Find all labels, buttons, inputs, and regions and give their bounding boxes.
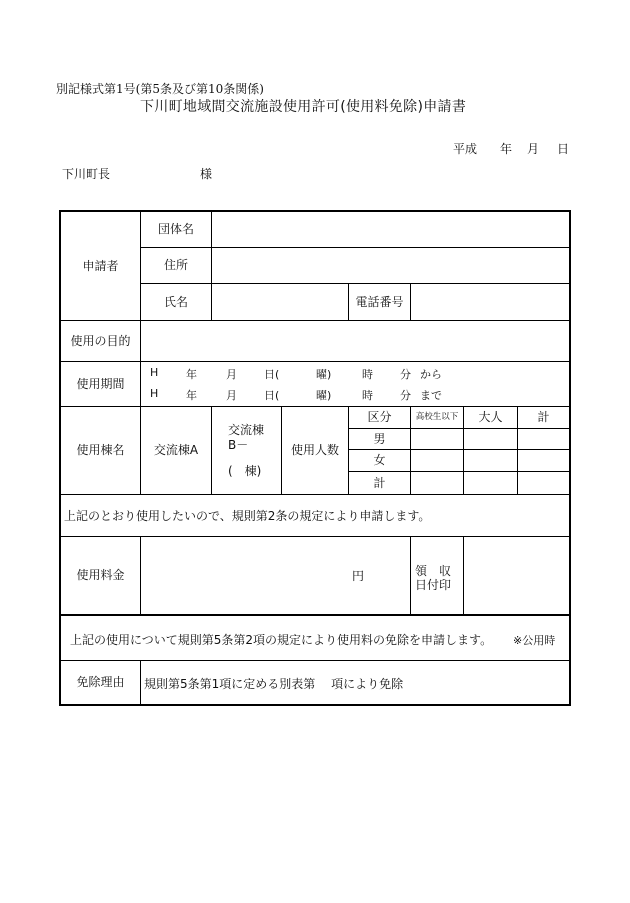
period-to-year: 年 <box>186 389 197 402</box>
period-to-day: 日( <box>264 389 280 402</box>
period-from-hour: 時 <box>362 368 373 381</box>
period-to-era: H <box>150 387 159 400</box>
male-students-cell[interactable] <box>411 429 463 449</box>
honorific: 様 <box>200 167 213 181</box>
category-header: 区分 <box>367 410 392 425</box>
period-to-month: 月 <box>226 389 237 402</box>
declaration-text: 上記のとおり使用したいので、規則第2条の規定により申請します。 <box>64 509 431 523</box>
group-name-field[interactable] <box>212 212 569 247</box>
receipt-stamp-area <box>464 537 569 614</box>
group-name-label: 団体名 <box>157 222 194 237</box>
period-to-minute: 分 <box>400 389 411 402</box>
building-b-line1: 交流棟 <box>228 423 265 437</box>
period-label: 使用期間 <box>76 376 125 391</box>
total-adults-cell[interactable] <box>464 472 517 494</box>
exemption-reason-text: 規則第5条第1項に定める別表第 項により免除 <box>144 677 404 691</box>
date-month-label: 月 <box>527 142 540 156</box>
document-title: 下川町地域間交流施設使用許可(使用料免除)申請書 <box>140 99 467 115</box>
female-adults-cell[interactable] <box>464 450 517 471</box>
applicant-label: 申請者 <box>82 258 119 273</box>
yen-unit: 円 <box>352 569 365 583</box>
date-year-label: 年 <box>500 142 513 156</box>
address-label: 住所 <box>163 258 188 273</box>
form-number: 別記様式第1号(第5条及び第10条関係) <box>56 82 264 96</box>
date-day-label: 日 <box>557 142 570 156</box>
male-total-cell[interactable] <box>518 429 569 449</box>
period-to-hour: 時 <box>362 389 373 402</box>
building-b-line2: B－ <box>228 438 249 452</box>
period-from-day: 日( <box>264 368 280 381</box>
period-from-month: 月 <box>226 368 237 381</box>
female-students-cell[interactable] <box>411 450 463 471</box>
building-label: 使用棟名 <box>76 443 125 458</box>
period-to-suffix: まで <box>420 389 442 402</box>
exemption-reason-label: 免除理由 <box>76 675 125 690</box>
total-header: 計 <box>537 410 550 425</box>
students-header: 高校生以下 <box>415 412 459 423</box>
purpose-label: 使用の目的 <box>70 333 131 348</box>
grand-total-cell[interactable] <box>518 472 569 494</box>
period-from-year: 年 <box>186 368 197 381</box>
building-b-line3: ( 棟) <box>228 464 262 478</box>
address-field[interactable] <box>212 248 569 283</box>
official-use-note: ※公用時 <box>513 634 556 647</box>
female-row-label: 女 <box>373 453 386 468</box>
date-era: 平成 <box>453 142 478 156</box>
adults-header: 大人 <box>478 410 503 425</box>
period-from-minute: 分 <box>400 368 411 381</box>
phone-field[interactable] <box>411 284 569 320</box>
period-from-suffix: から <box>420 368 442 381</box>
name-label: 氏名 <box>163 294 188 309</box>
users-label: 使用人数 <box>290 443 339 458</box>
male-adults-cell[interactable] <box>464 429 517 449</box>
female-total-cell[interactable] <box>518 450 569 471</box>
period-from-era: H <box>150 366 159 379</box>
addressee: 下川町長 <box>62 167 111 181</box>
period-from-weekday: 曜) <box>316 368 332 381</box>
total-students-cell[interactable] <box>411 472 463 494</box>
total-row-label: 計 <box>373 475 386 490</box>
phone-label: 電話番号 <box>355 294 404 309</box>
receipt-label-line2: 日付印 <box>415 578 452 592</box>
male-row-label: 男 <box>373 431 386 446</box>
fee-label: 使用料金 <box>76 568 125 583</box>
receipt-label-line1: 領 収 <box>415 564 452 578</box>
fee-amount-field[interactable] <box>141 537 410 614</box>
period-to-weekday: 曜) <box>316 389 332 402</box>
purpose-field[interactable] <box>141 321 569 361</box>
name-field[interactable] <box>212 284 348 320</box>
exemption-statement: 上記の使用について規則第5条第2項の規定により使用料の免除を申請します。 <box>70 633 493 647</box>
building-b-option[interactable] <box>212 407 281 494</box>
building-a-option[interactable]: 交流棟A <box>153 443 199 458</box>
